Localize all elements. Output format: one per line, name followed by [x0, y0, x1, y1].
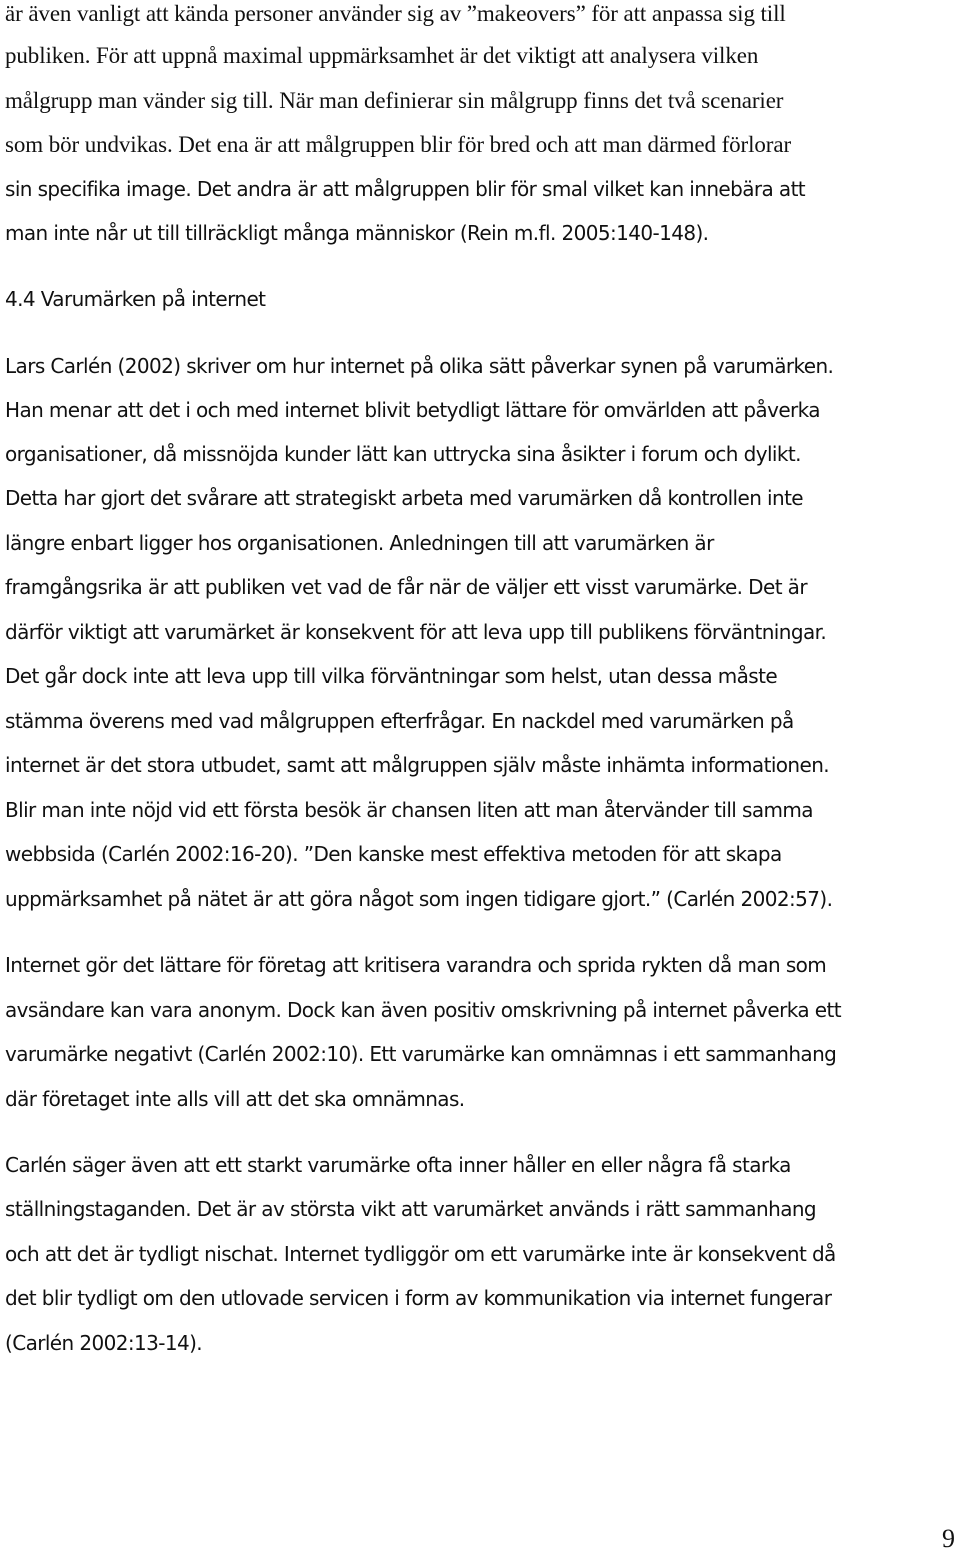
- text-line: organisationer, då missnöjda kunder lätt kan uttrycka sina åsikter i forum och dylikt.: [5, 442, 801, 466]
- text-line: och att det är tydligt nischat. Internet tydliggör om ett varumärke inte är konsekvent då: [5, 1242, 836, 1266]
- text-line: publiken. För att uppnå maximal uppmärksamhet är det viktigt att analysera vilken: [5, 43, 759, 68]
- text-line: Blir man inte nöjd vid ett första besök är chansen liten att man återvänder till samma: [5, 798, 813, 822]
- text-line: är även vanligt att kända personer använder sig av ”makeovers” för att anpassa sig till: [5, 1, 786, 26]
- text-line: webbsida (Carlén 2002:16-20). ”Den kanske mest effektiva metoden för att skapa: [5, 842, 782, 866]
- text-line: man inte når ut till tillräckligt många människor (Rein m.fl. 2005:140-148).: [5, 221, 709, 245]
- text-line: Det går dock inte att leva upp till vilka förväntningar som helst, utan dessa måste: [5, 664, 778, 688]
- text-line: Han menar att det i och med internet blivit betydligt lättare för omvärlden att påverka: [5, 398, 820, 422]
- text-line: som bör undvikas. Det ena är att målgruppen blir för bred och att man därmed förlorar: [5, 132, 792, 157]
- text-line: där företaget inte alls vill att det ska omnämnas.: [5, 1087, 465, 1111]
- page-number: 9: [942, 1524, 955, 1553]
- text-line: Lars Carlén (2002) skriver om hur internet på olika sätt påverkar synen på varumärken.: [5, 354, 834, 378]
- text-line: internet är det stora utbudet, samt att målgruppen själv måste inhämta informationen.: [5, 753, 830, 777]
- section-heading: 4.4 Varumärken på internet: [5, 287, 266, 311]
- text-line: det blir tydligt om den utlovade servicen i form av kommunikation via internet fungerar: [5, 1286, 832, 1310]
- text-line: stämma överens med vad målgruppen efterfrågar. En nackdel med varumärken på: [5, 709, 794, 733]
- text-line: målgrupp man vänder sig till. När man definierar sin målgrupp finns det två scenarier: [5, 88, 784, 113]
- text-line: uppmärksamhet på nätet är att göra något som ingen tidigare gjort.” (Carlén 2002:57).: [5, 887, 833, 911]
- text-line: Carlén säger även att ett starkt varumärke ofta inner håller en eller några få starka: [5, 1153, 791, 1177]
- text-line: (Carlén 2002:13-14).: [5, 1331, 203, 1355]
- text-line: sin specifika image. Det andra är att målgruppen blir för smal vilket kan innebära att: [5, 177, 806, 201]
- text-line: avsändare kan vara anonym. Dock kan även positiv omskrivning på internet påverka ett: [5, 998, 841, 1022]
- text-line: därför viktigt att varumärket är konsekvent för att leva upp till publikens förväntningar.: [5, 620, 827, 644]
- text-line: varumärke negativt (Carlén 2002:10). Ett varumärke kan omnämnas i ett sammanhang: [5, 1042, 837, 1066]
- text-line: Internet gör det lättare för företag att kritisera varandra och sprida rykten då man som: [5, 953, 827, 977]
- text-line: längre enbart ligger hos organisationen. Anledningen till att varumärken är: [5, 531, 714, 555]
- document-page: [5, 0, 955, 1553]
- text-line: Detta har gjort det svårare att strategiskt arbeta med varumärken då kontrollen inte: [5, 486, 804, 510]
- text-line: ställningstaganden. Det är av största vikt att varumärket används i rätt sammanhang: [5, 1197, 817, 1221]
- text-line: framgångsrika är att publiken vet vad de får när de väljer ett visst varumärke. Det är: [5, 575, 807, 599]
